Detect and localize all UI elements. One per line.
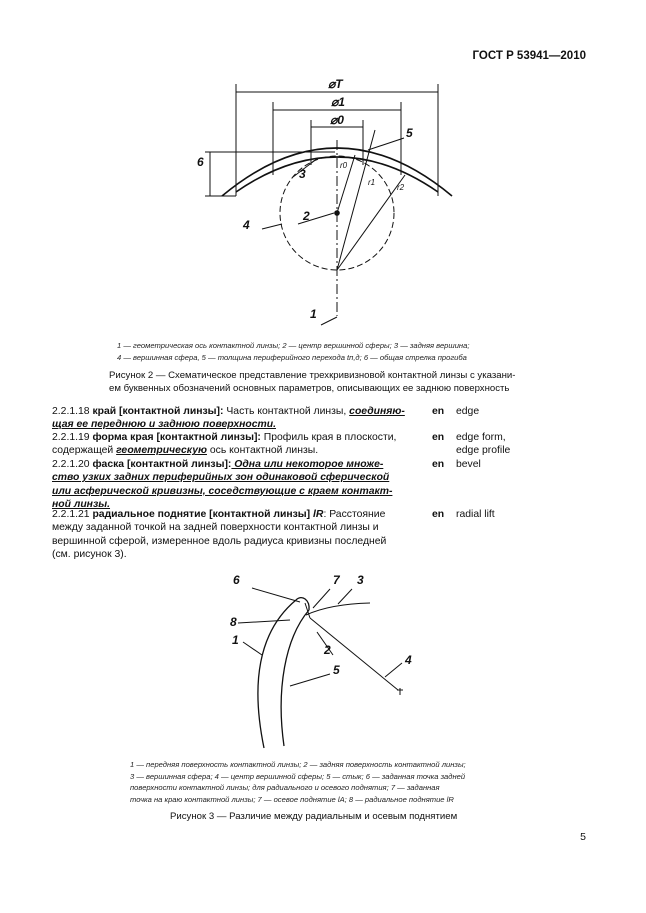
figure-2-title: Рисунок 2 — Схематическое представление трехкривизновой контактной линзы с указани- ем буквенных обозначений основных параметров, описывающих ее заднюю поверхность [109, 370, 516, 394]
fig2-label-dT: ⌀T [328, 77, 343, 91]
fig2-label-d0: ⌀0 [330, 113, 344, 127]
figure-2-diagram [0, 0, 646, 360]
standard-header: ГОСТ Р 53941—2010 [472, 50, 586, 62]
term-2-2-1-20: 2.2.1.20 фаска [контактной линзы]: Одна или некоторое множе- ство узких задних периферийных зон одинаковой сферической или асферической кривизны, соседствующие с краем контакт- ной линзы. en bevel [52, 459, 481, 511]
fig3-label-1: 1 [232, 633, 239, 647]
fig2-label-6: 6 [197, 155, 204, 169]
fig3-label-2: 2 [324, 643, 331, 657]
fig2-label-r1: r1 [368, 178, 376, 187]
fig3-label-4: 4 [405, 653, 412, 667]
fig3-label-8: 8 [230, 615, 237, 629]
fig2-label-r0: r0 [340, 161, 348, 170]
fig2-label-3: 3 [299, 167, 306, 181]
fig3-label-5: 5 [333, 663, 340, 677]
fig3-label-3: 3 [357, 573, 364, 587]
figure-3-title: Рисунок 3 — Различие между радиальным и осевым поднятием [170, 811, 458, 822]
figure-2-legend: 1 — геометрическая ось контактной линзы; 2 — центр вершинной сферы; 3 — задняя вершина; 4 — вершинная сфера, 5 — толщина периферийного перехода tп,д; 6 — общая стрелка прогиба [117, 341, 470, 362]
fig2-label-d1: ⌀1 [331, 95, 345, 109]
fig3-label-7: 7 [333, 573, 340, 587]
figure-3-legend: 1 — передняя поверхность контактной линзы; 2 — задняя поверхность контактной линзы; 3 — вершинная сфера; 4 — центр вершинной сферы; 5 — стык; 6 — заданная точка задней поверхности контактной линзы; для радиального и осевого поднятия; 7 — заданная точка на краю контактной линзы; 7 — осевое поднятие lA; 8 — радиальное поднятие lR [130, 760, 466, 804]
fig2-label-1: 1 [310, 307, 317, 321]
term-2-2-1-19: 2.2.1.19 форма края [контактной линзы]: Профиль края в плоскости, содержащей геометрическую ось контактной линзы. en edge form, edge profile [52, 432, 511, 457]
fig2-label-2: 2 [303, 209, 310, 223]
fig2-label-4: 4 [243, 218, 250, 232]
fig2-label-5: 5 [406, 126, 413, 140]
fig3-label-6: 6 [233, 573, 240, 587]
term-2-2-1-21: 2.2.1.21 радиальное поднятие [контактной линзы] lR: Расстояние между заданной точкой на задней поверхности контактной линзы и вершинной сферой, измеренное вдоль радиуса кривизны последней (см. рисунок 3). en radial lift [52, 509, 495, 561]
figure-3-diagram [0, 560, 646, 750]
term-2-2-1-18: 2.2.1.18 край [контактной линзы]: Часть контактной линзы, соединяю- щая ее переднюю и заднюю поверхности. en edge [52, 406, 480, 431]
fig2-label-r2: r2 [397, 183, 405, 192]
page-number: 5 [580, 831, 586, 843]
